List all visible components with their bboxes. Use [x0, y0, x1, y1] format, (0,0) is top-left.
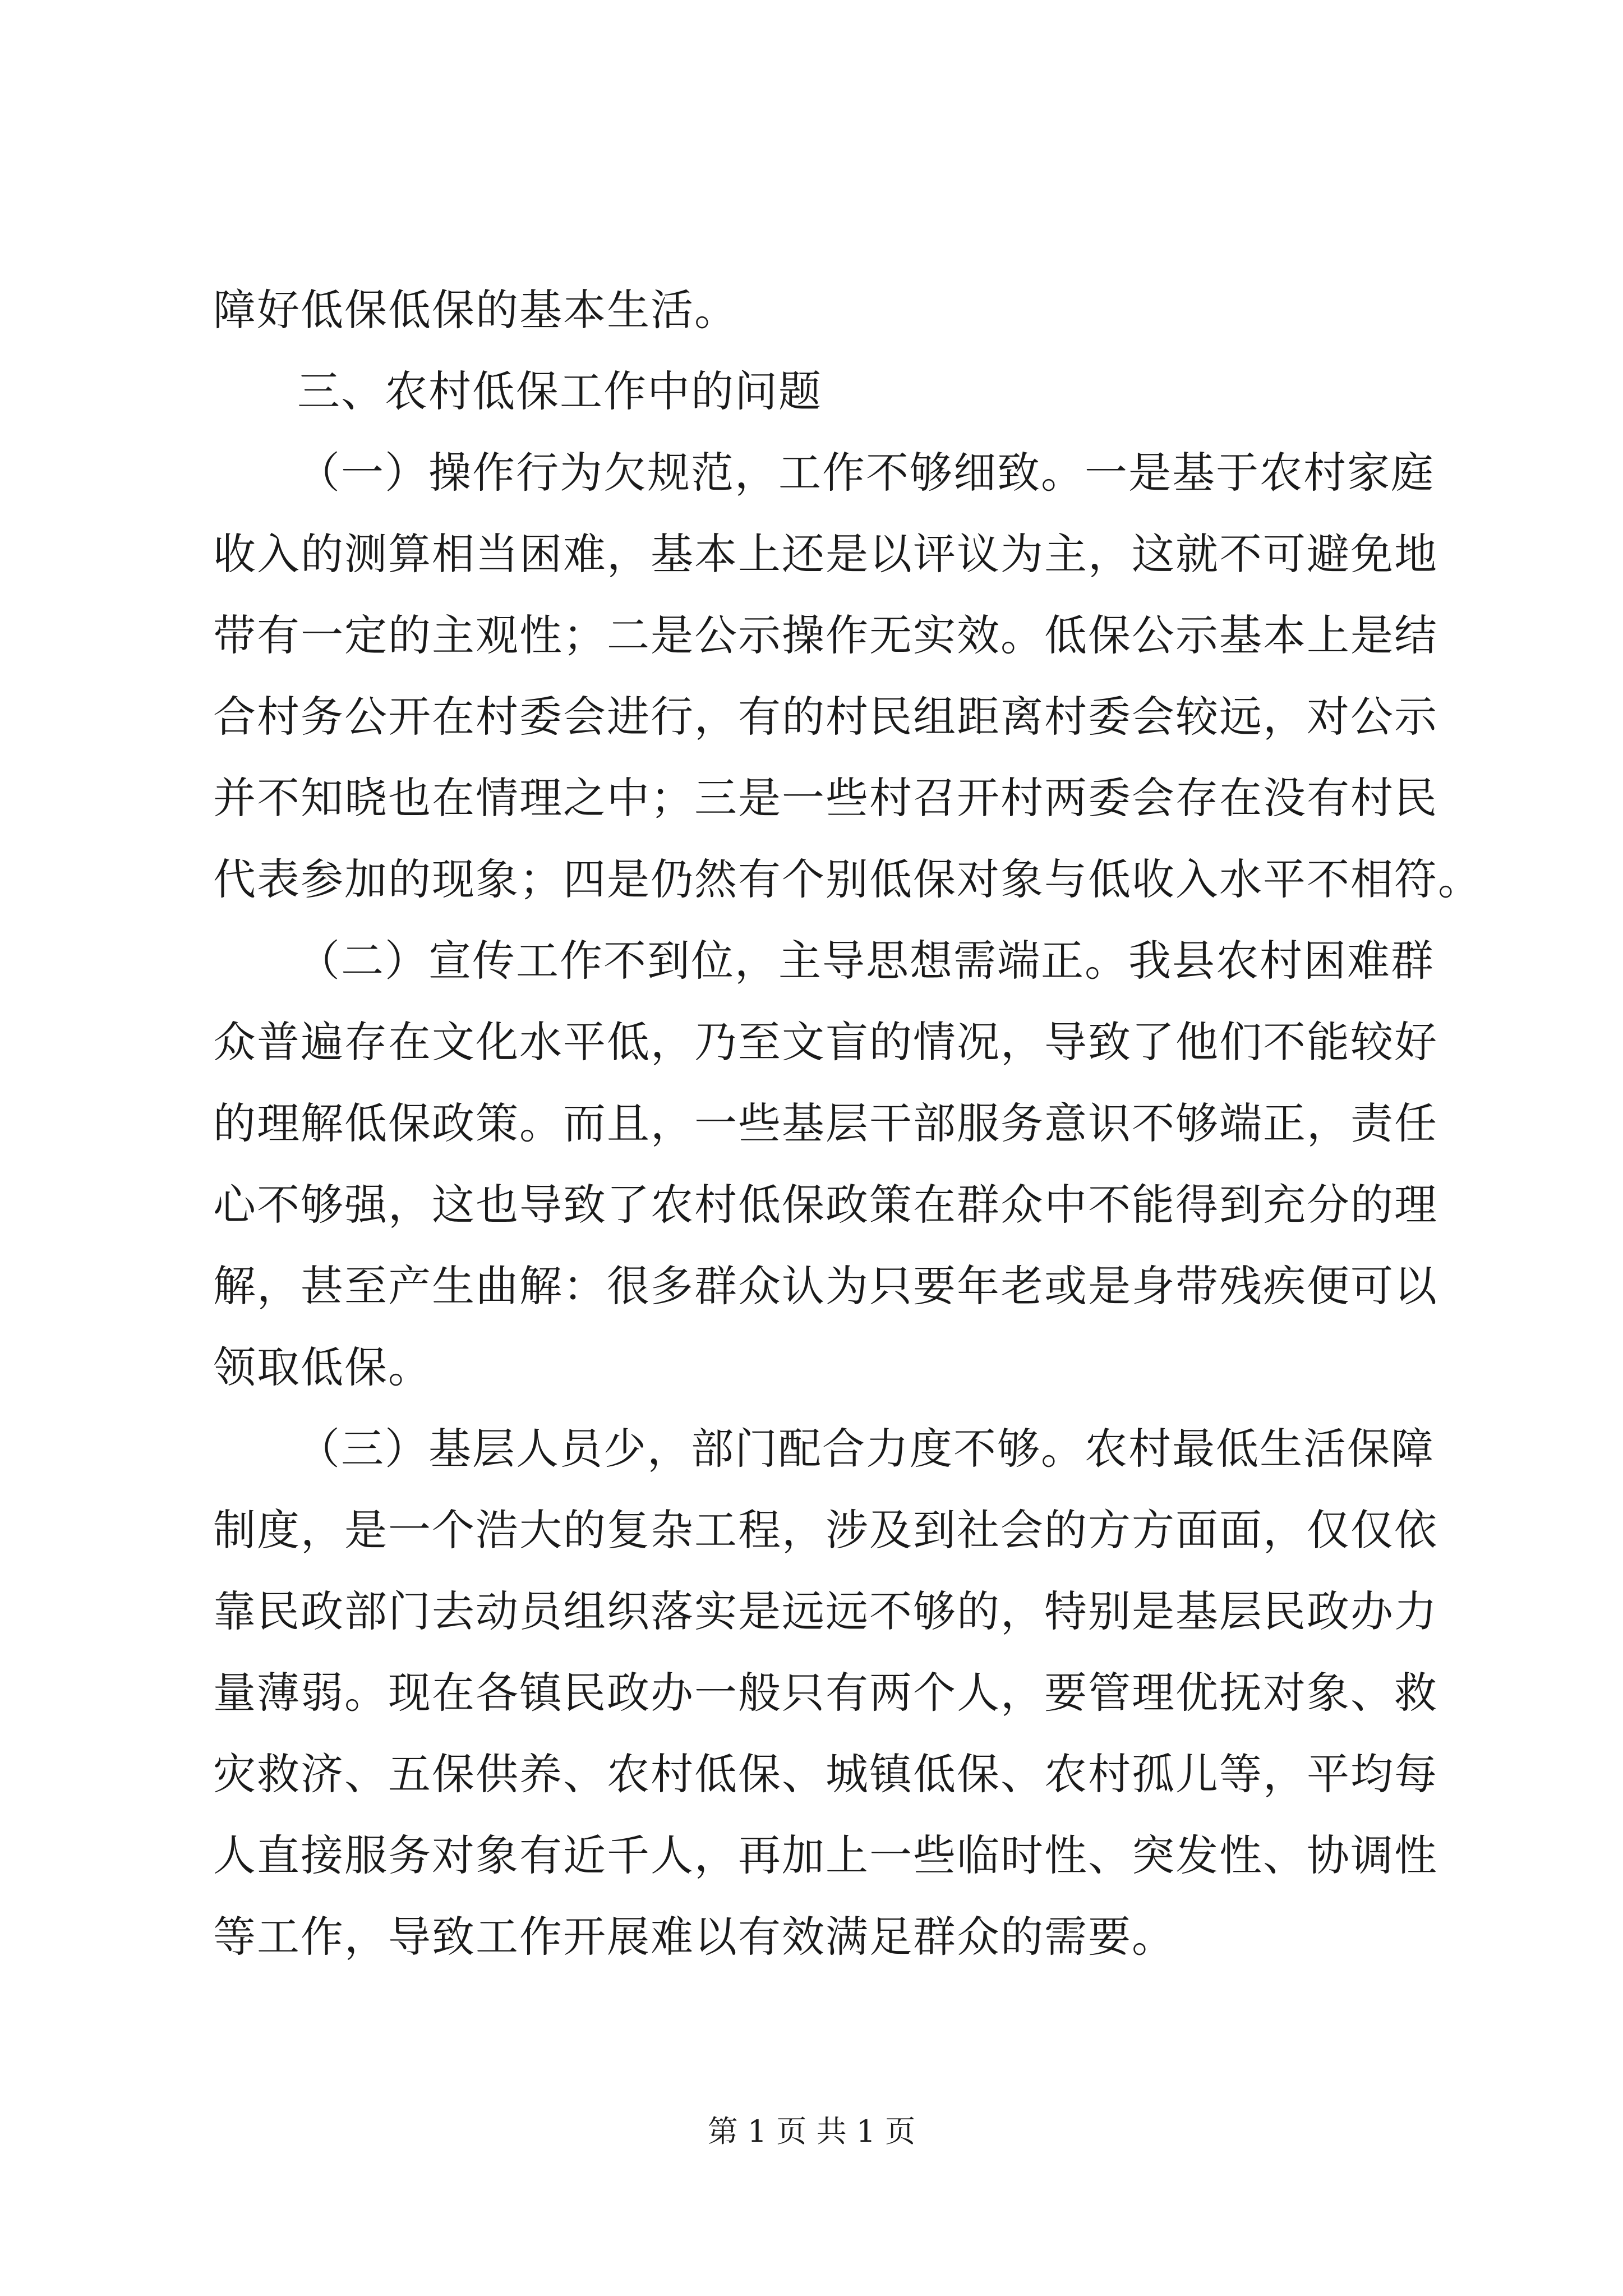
text-line: 众普遍存在文化水平低，乃至文盲的情况，导致了他们不能较好	[213, 1017, 1438, 1067]
text-line: 收入的测算相当困难，基本上还是以评议为主，这就不可避免地	[213, 529, 1438, 579]
page-footer: 第 1 页 共 1 页	[707, 2114, 916, 2149]
text-line: 的理解低保政策。而且，一些基层干部服务意识不够端正，责任	[213, 1098, 1438, 1148]
text-line: 靠民政部门去动员组织落实是远远不够的，特别是基层民政办力	[213, 1586, 1438, 1636]
text-line: 障好低保低保的基本生活。	[213, 285, 738, 335]
text-line: 三、农村低保工作中的问题	[297, 366, 822, 416]
text-line: （一）操作行为欠规范，工作不够细致。一是基于农村家庭	[297, 448, 1435, 498]
text-line: 解，甚至产生曲解：很多群众认为只要年老或是身带残疾便可以	[213, 1261, 1438, 1311]
text-line: （三）基层人员少，部门配合力度不够。农村最低生活保障	[297, 1424, 1435, 1474]
text-line: 并不知晓也在情理之中；三是一些村召开村两委会存在没有村民	[213, 773, 1438, 823]
text-line: （二）宣传工作不到位，主导思想需端正。我县农村困难群	[297, 936, 1435, 986]
text-line: 等工作，导致工作开展难以有效满足群众的需要。	[213, 1912, 1175, 1962]
text-line: 制度，是一个浩大的复杂工程，涉及到社会的方方面面，仅仅依	[213, 1505, 1438, 1555]
text-line: 合村务公开在村委会进行，有的村民组距离村委会较远，对公示	[213, 692, 1438, 742]
text-line: 心不够强，这也导致了农村低保政策在群众中不能得到充分的理	[213, 1180, 1438, 1230]
document-body	[213, 269, 1482, 1977]
text-line: 带有一定的主观性；二是公示操作无实效。低保公示基本上是结	[213, 610, 1438, 660]
text-line: 灾救济、五保供养、农村低保、城镇低保、农村孤儿等，平均每	[213, 1749, 1438, 1799]
text-line: 代表参加的现象；四是仍然有个别低保对象与低收入水平不相符。	[213, 854, 1482, 904]
text-line: 人直接服务对象有近千人，再加上一些临时性、突发性、协调性	[213, 1830, 1438, 1880]
text-line: 量薄弱。现在各镇民政办一般只有两个人，要管理优抚对象、救	[213, 1668, 1438, 1718]
text-line: 领取低保。	[213, 1342, 432, 1392]
